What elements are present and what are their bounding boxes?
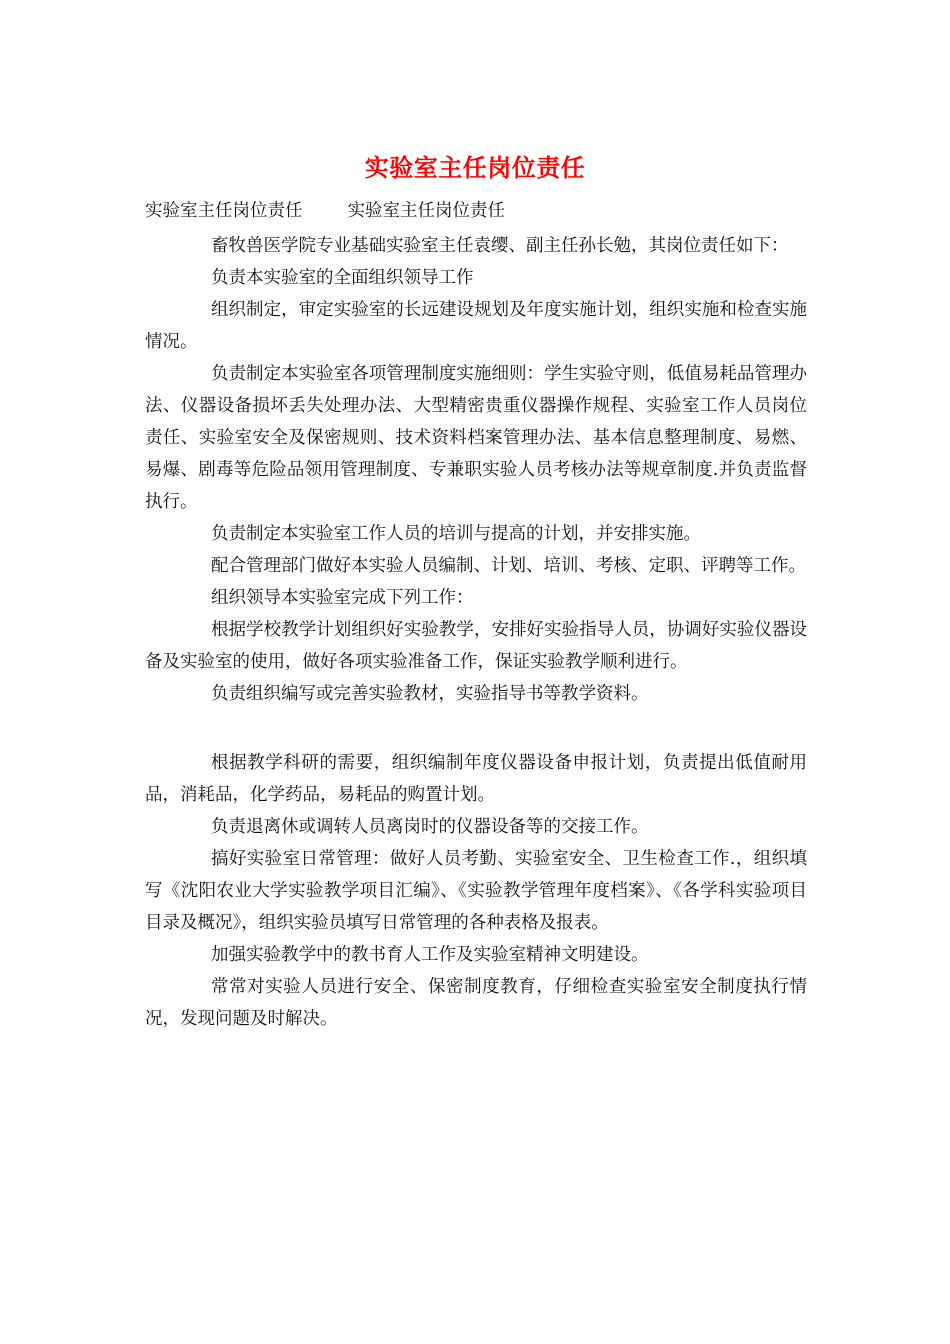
paragraph-daily-management: 搞好实验室日常管理：做好人员考勤、实验室安全、卫生检查工作.，组织填写《沈阳农业大学实验教学项目汇编》、《实验教学管理年度档案》、《各学科实验项目目录及概况》，组织实验员填写日常管理的各种表格及报表。 xyxy=(145,849,807,933)
document-body xyxy=(145,230,807,1035)
header-right-text: 实验室主任岗位责任 xyxy=(347,201,505,221)
paragraph-handover: 负责退离休或调转人员离岗时的仪器设备等的交接工作。 xyxy=(211,817,649,837)
document-title: 实验室主任岗位责任 xyxy=(364,153,586,182)
document-header-line xyxy=(145,196,825,226)
paragraph-materials: 负责组织编写或完善实验教材，实验指导书等教学资料。 xyxy=(211,684,649,704)
paragraph-training-plan: 负责制定本实验室工作人员的培训与提高的计划，并安排实施。 xyxy=(211,524,701,544)
paragraph-teaching: 根据学校教学计划组织好实验教学，安排好实验指导人员，协调好实验仪器设备及实验室的使用，做好各项实验准备工作，保证实验教学顺利进行。 xyxy=(145,620,807,672)
paragraph-regulations: 负责制定本实验室各项管理制度实施细则：学生实验守则，低值易耗品管理办法、仪器设备损坏丢失处理办法、大型精密贵重仪器操作规程、实验室工作人员岗位责任、实验室安全及保密规则、技术资料档案管理办法、基本信息整理制度、易燃、易爆、剧毒等危险品领用管理制度、专兼职实验人员考核办法等规章制度.并负责监督执行。 xyxy=(145,364,807,512)
paragraph-safety: 常常对实验人员进行安全、保密制度教育，仔细检查实验室安全制度执行情况，发现问题及时解决。 xyxy=(145,977,807,1029)
paragraph-planning: 组织制定，审定实验室的长远建设规划及年度实施计划，组织实施和检查实施情况。 xyxy=(145,300,807,352)
paragraph-procurement: 根据教学科研的需要，组织编制年度仪器设备申报计划，负责提出低值耐用品，消耗品，化学药品，易耗品的购置计划。 xyxy=(145,753,807,805)
paragraph-overall-leadership: 负责本实验室的全面组织领导工作 xyxy=(211,268,474,288)
paragraph-education: 加强实验教学中的教书育人工作及实验室精神文明建设。 xyxy=(211,945,649,965)
header-left-text: 实验室主任岗位责任 xyxy=(145,201,303,221)
paragraph-staffing: 配合管理部门做好本实验人员编制、计划、培训、考核、定职、评聘等工作。 xyxy=(211,556,806,576)
paragraph-intro: 畜牧兽医学院专业基础实验室主任袁缨、副主任孙长勉，其岗位责任如下： xyxy=(211,236,789,256)
paragraph-tasks-heading: 组织领导本实验室完成下列工作： xyxy=(211,588,474,608)
